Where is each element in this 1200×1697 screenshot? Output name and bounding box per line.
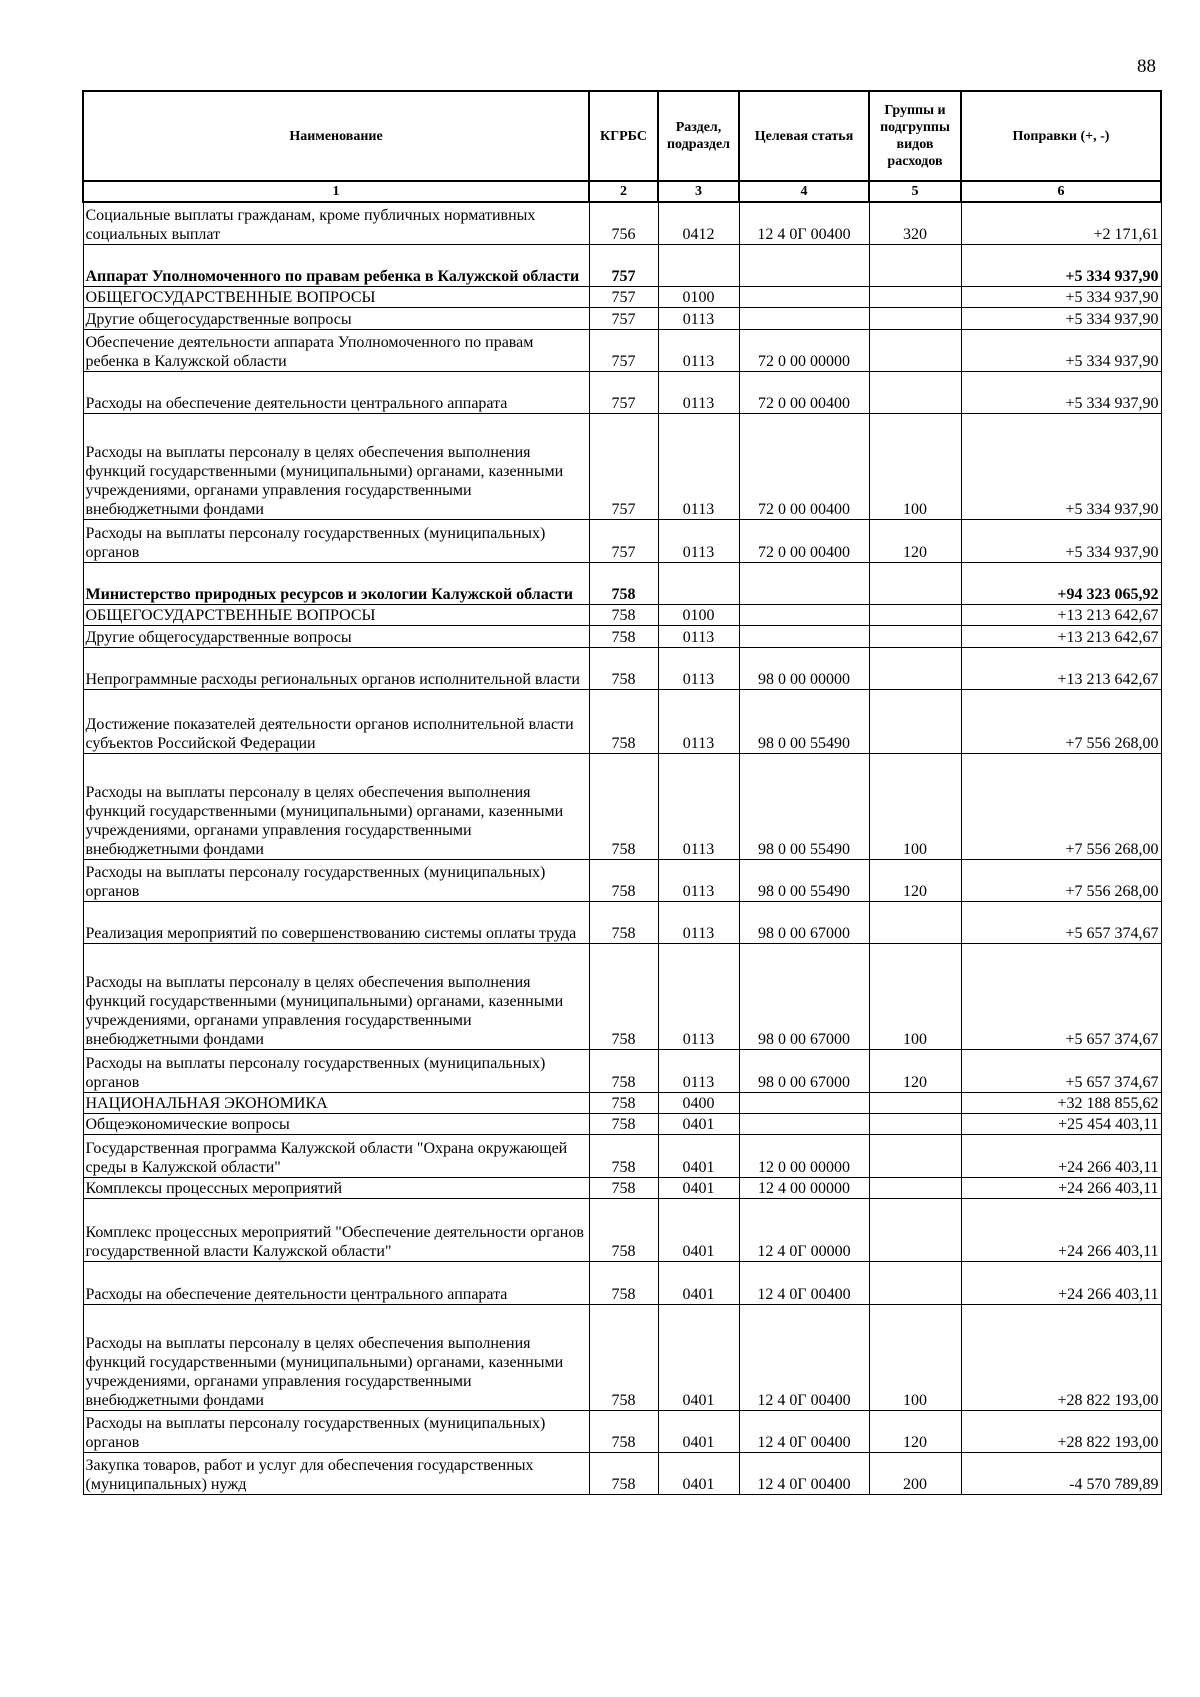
row-group — [869, 689, 961, 753]
row-group — [869, 605, 961, 626]
row-section: 0113 — [658, 901, 739, 943]
row-section: 0113 — [658, 859, 739, 901]
row-amount: +5 657 374,67 — [961, 944, 1161, 1050]
row-section: 0113 — [658, 647, 739, 689]
header-amendment: Поправки (+, -) — [961, 91, 1161, 181]
column-number: 2 — [589, 181, 658, 202]
table-row — [83, 562, 1161, 604]
row-name: Реализация мероприятий по совершенствованию системы оплаты труда — [83, 901, 589, 943]
table-row — [83, 287, 1161, 308]
row-target — [739, 562, 869, 604]
row-group — [869, 1092, 961, 1113]
row-section: 0401 — [658, 1135, 739, 1177]
row-amount: +7 556 268,00 — [961, 753, 1161, 859]
row-section: 0113 — [658, 753, 739, 859]
row-group — [869, 901, 961, 943]
table-row — [83, 1304, 1161, 1410]
row-name: Расходы на выплаты персоналу в целях обеспечения выполнения функций государственными (муниципальными) органами, казенными учреждениями, органами управления государственными внебюджетными фондами — [83, 753, 589, 859]
header-name: Наименование — [83, 91, 589, 181]
row-name: Непрограммные расходы региональных органов исполнительной власти — [83, 647, 589, 689]
row-target: 98 0 00 67000 — [739, 944, 869, 1050]
column-number: 6 — [961, 181, 1161, 202]
row-name: Закупка товаров, работ и услуг для обеспечения государственных (муниципальных) нужд — [83, 1453, 589, 1495]
row-section: 0401 — [658, 1113, 739, 1134]
header-groups: Группы и подгруппы видов расходов — [869, 91, 961, 181]
row-group — [869, 329, 961, 371]
row-target: 12 4 0Г 00400 — [739, 1262, 869, 1304]
row-amount: +5 334 937,90 — [961, 520, 1161, 562]
row-name: Расходы на выплаты персоналу государственных (муниципальных) органов — [83, 1410, 589, 1452]
row-group — [869, 1262, 961, 1304]
row-target — [739, 244, 869, 286]
row-section: 0401 — [658, 1262, 739, 1304]
row-kgrbs: 758 — [589, 689, 658, 753]
header-target: Целевая статья — [739, 91, 869, 181]
row-kgrbs: 757 — [589, 244, 658, 286]
row-amount: +5 334 937,90 — [961, 372, 1161, 414]
row-name: Расходы на обеспечение деятельности центрального аппарата — [83, 372, 589, 414]
row-section: 0401 — [658, 1304, 739, 1410]
row-amount: +5 334 937,90 — [961, 244, 1161, 286]
row-section: 0113 — [658, 520, 739, 562]
row-group — [869, 1113, 961, 1134]
table-row — [83, 689, 1161, 753]
table-row — [83, 1050, 1161, 1092]
table-row — [83, 1177, 1161, 1198]
table-row — [83, 308, 1161, 329]
row-name: Достижение показателей деятельности органов исполнительной власти субъектов Российской Федерации — [83, 689, 589, 753]
row-group: 120 — [869, 1410, 961, 1452]
row-amount: +5 334 937,90 — [961, 329, 1161, 371]
row-group — [869, 308, 961, 329]
row-group: 120 — [869, 520, 961, 562]
row-target — [739, 605, 869, 626]
row-section: 0113 — [658, 414, 739, 520]
budget-amendments-table — [82, 90, 1162, 1495]
row-name: Расходы на выплаты персоналу государственных (муниципальных) органов — [83, 1050, 589, 1092]
row-amount: +94 323 065,92 — [961, 562, 1161, 604]
row-group: 120 — [869, 859, 961, 901]
row-section: 0100 — [658, 605, 739, 626]
row-section: 0412 — [658, 202, 739, 244]
table-row — [83, 329, 1161, 371]
table-row — [83, 647, 1161, 689]
page-number: 88 — [1137, 56, 1156, 77]
table-row — [83, 372, 1161, 414]
row-amount: +13 213 642,67 — [961, 647, 1161, 689]
row-amount: +7 556 268,00 — [961, 859, 1161, 901]
row-target: 72 0 00 00000 — [739, 329, 869, 371]
row-group — [869, 1198, 961, 1262]
column-number: 3 — [658, 181, 739, 202]
row-kgrbs: 758 — [589, 562, 658, 604]
row-amount: +5 334 937,90 — [961, 287, 1161, 308]
row-target: 98 0 00 00000 — [739, 647, 869, 689]
row-target — [739, 287, 869, 308]
row-section: 0113 — [658, 1050, 739, 1092]
row-kgrbs: 758 — [589, 1050, 658, 1092]
row-name: Комплексы процессных мероприятий — [83, 1177, 589, 1198]
row-kgrbs: 757 — [589, 372, 658, 414]
row-kgrbs: 757 — [589, 520, 658, 562]
header-section: Раздел, подраздел — [658, 91, 739, 181]
row-target: 12 4 0Г 00400 — [739, 202, 869, 244]
row-amount: +13 213 642,67 — [961, 605, 1161, 626]
row-group — [869, 287, 961, 308]
row-target: 12 4 00 00000 — [739, 1177, 869, 1198]
row-group: 100 — [869, 753, 961, 859]
row-kgrbs: 757 — [589, 287, 658, 308]
row-kgrbs: 758 — [589, 1453, 658, 1495]
row-name: НАЦИОНАЛЬНАЯ ЭКОНОМИКА — [83, 1092, 589, 1113]
row-kgrbs: 757 — [589, 308, 658, 329]
row-group — [869, 626, 961, 647]
table-row — [83, 901, 1161, 943]
row-amount: +28 822 193,00 — [961, 1410, 1161, 1452]
table-row — [83, 753, 1161, 859]
row-kgrbs: 758 — [589, 1092, 658, 1113]
row-amount: +24 266 403,11 — [961, 1198, 1161, 1262]
row-target: 98 0 00 55490 — [739, 859, 869, 901]
row-target: 98 0 00 55490 — [739, 753, 869, 859]
table-row — [83, 202, 1161, 244]
row-group — [869, 647, 961, 689]
row-section: 0401 — [658, 1177, 739, 1198]
row-name: Расходы на выплаты персоналу государственных (муниципальных) органов — [83, 520, 589, 562]
row-section: 0401 — [658, 1453, 739, 1495]
row-name: ОБЩЕГОСУДАРСТВЕННЫЕ ВОПРОСЫ — [83, 605, 589, 626]
row-group: 120 — [869, 1050, 961, 1092]
table-row — [83, 414, 1161, 520]
row-name: Социальные выплаты гражданам, кроме публичных нормативных социальных выплат — [83, 202, 589, 244]
row-name: Государственная программа Калужской области "Охрана окружающей среды в Калужской области" — [83, 1135, 589, 1177]
table-row — [83, 1092, 1161, 1113]
row-kgrbs: 757 — [589, 329, 658, 371]
row-target — [739, 1113, 869, 1134]
row-amount: +7 556 268,00 — [961, 689, 1161, 753]
row-name: ОБЩЕГОСУДАРСТВЕННЫЕ ВОПРОСЫ — [83, 287, 589, 308]
row-group — [869, 1135, 961, 1177]
row-group: 200 — [869, 1453, 961, 1495]
row-amount: +24 266 403,11 — [961, 1135, 1161, 1177]
row-target: 12 0 00 00000 — [739, 1135, 869, 1177]
row-amount: +2 171,61 — [961, 202, 1161, 244]
row-section: 0400 — [658, 1092, 739, 1113]
row-name: Обеспечение деятельности аппарата Уполномоченного по правам ребенка в Калужской области — [83, 329, 589, 371]
row-group: 320 — [869, 202, 961, 244]
row-section: 0113 — [658, 308, 739, 329]
row-amount: -4 570 789,89 — [961, 1453, 1161, 1495]
row-amount: +5 334 937,90 — [961, 308, 1161, 329]
row-section — [658, 562, 739, 604]
row-kgrbs: 758 — [589, 626, 658, 647]
row-section: 0113 — [658, 626, 739, 647]
row-kgrbs: 758 — [589, 1410, 658, 1452]
column-number-row — [83, 181, 1161, 202]
row-amount: +5 657 374,67 — [961, 1050, 1161, 1092]
row-name: Общеэкономические вопросы — [83, 1113, 589, 1134]
row-name: Комплекс процессных мероприятий "Обеспечение деятельности органов государственной власти Калужской области" — [83, 1198, 589, 1262]
row-target: 72 0 00 00400 — [739, 520, 869, 562]
column-number: 1 — [83, 181, 589, 202]
row-section: 0113 — [658, 329, 739, 371]
row-amount: +5 657 374,67 — [961, 901, 1161, 943]
table-row — [83, 605, 1161, 626]
row-amount: +24 266 403,11 — [961, 1177, 1161, 1198]
row-name: Министерство природных ресурсов и экологии Калужской области — [83, 562, 589, 604]
table-row — [83, 944, 1161, 1050]
row-group: 100 — [869, 414, 961, 520]
row-section: 0113 — [658, 372, 739, 414]
row-target — [739, 1092, 869, 1113]
row-name: Другие общегосударственные вопросы — [83, 308, 589, 329]
row-target: 98 0 00 55490 — [739, 689, 869, 753]
row-name: Расходы на выплаты персоналу государственных (муниципальных) органов — [83, 859, 589, 901]
row-kgrbs: 758 — [589, 1304, 658, 1410]
row-kgrbs: 756 — [589, 202, 658, 244]
row-name: Расходы на выплаты персоналу в целях обеспечения выполнения функций государственными (муниципальными) органами, казенными учреждениями, органами управления государственными внебюджетными фондами — [83, 944, 589, 1050]
row-target: 72 0 00 00400 — [739, 372, 869, 414]
row-group — [869, 372, 961, 414]
table-row — [83, 1198, 1161, 1262]
row-amount: +24 266 403,11 — [961, 1262, 1161, 1304]
table-header-row — [83, 91, 1161, 181]
row-kgrbs: 758 — [589, 1113, 658, 1134]
row-name: Расходы на выплаты персоналу в целях обеспечения выполнения функций государственными (муниципальными) органами, казенными учреждениями, органами управления государственными внебюджетными фондами — [83, 414, 589, 520]
row-kgrbs: 758 — [589, 753, 658, 859]
table-row — [83, 859, 1161, 901]
row-kgrbs: 758 — [589, 1262, 658, 1304]
row-target: 12 4 0Г 00000 — [739, 1198, 869, 1262]
row-amount: +13 213 642,67 — [961, 626, 1161, 647]
row-section: 0401 — [658, 1198, 739, 1262]
row-target: 12 4 0Г 00400 — [739, 1453, 869, 1495]
row-section: 0113 — [658, 944, 739, 1050]
row-group: 100 — [869, 944, 961, 1050]
table-row — [83, 1135, 1161, 1177]
table-row — [83, 626, 1161, 647]
row-section: 0401 — [658, 1410, 739, 1452]
row-amount: +25 454 403,11 — [961, 1113, 1161, 1134]
table-row — [83, 1113, 1161, 1134]
row-target: 12 4 0Г 00400 — [739, 1304, 869, 1410]
row-kgrbs: 758 — [589, 605, 658, 626]
row-kgrbs: 758 — [589, 944, 658, 1050]
row-target: 98 0 00 67000 — [739, 901, 869, 943]
row-amount: +32 188 855,62 — [961, 1092, 1161, 1113]
header-kgrbs: КГРБС — [589, 91, 658, 181]
table-row — [83, 520, 1161, 562]
row-group — [869, 562, 961, 604]
row-name: Другие общегосударственные вопросы — [83, 626, 589, 647]
row-section: 0113 — [658, 689, 739, 753]
row-name: Аппарат Уполномоченного по правам ребенка в Калужской области — [83, 244, 589, 286]
row-kgrbs: 758 — [589, 901, 658, 943]
table-row — [83, 1410, 1161, 1452]
row-kgrbs: 758 — [589, 1177, 658, 1198]
row-name: Расходы на обеспечение деятельности центрального аппарата — [83, 1262, 589, 1304]
row-target: 98 0 00 67000 — [739, 1050, 869, 1092]
column-number: 4 — [739, 181, 869, 202]
row-amount: +5 334 937,90 — [961, 414, 1161, 520]
row-kgrbs: 758 — [589, 1135, 658, 1177]
row-amount: +28 822 193,00 — [961, 1304, 1161, 1410]
row-target — [739, 308, 869, 329]
row-kgrbs: 758 — [589, 1198, 658, 1262]
row-target: 12 4 0Г 00400 — [739, 1410, 869, 1452]
row-group: 100 — [869, 1304, 961, 1410]
table-row — [83, 244, 1161, 286]
column-number: 5 — [869, 181, 961, 202]
row-kgrbs: 758 — [589, 647, 658, 689]
table-row — [83, 1453, 1161, 1495]
row-section — [658, 244, 739, 286]
row-section: 0100 — [658, 287, 739, 308]
table-body — [83, 202, 1161, 1495]
row-group — [869, 244, 961, 286]
row-kgrbs: 757 — [589, 414, 658, 520]
row-target — [739, 626, 869, 647]
row-target: 72 0 00 00400 — [739, 414, 869, 520]
table-row — [83, 1262, 1161, 1304]
row-name: Расходы на выплаты персоналу в целях обеспечения выполнения функций государственными (муниципальными) органами, казенными учреждениями, органами управления государственными внебюджетными фондами — [83, 1304, 589, 1410]
row-kgrbs: 758 — [589, 859, 658, 901]
row-group — [869, 1177, 961, 1198]
